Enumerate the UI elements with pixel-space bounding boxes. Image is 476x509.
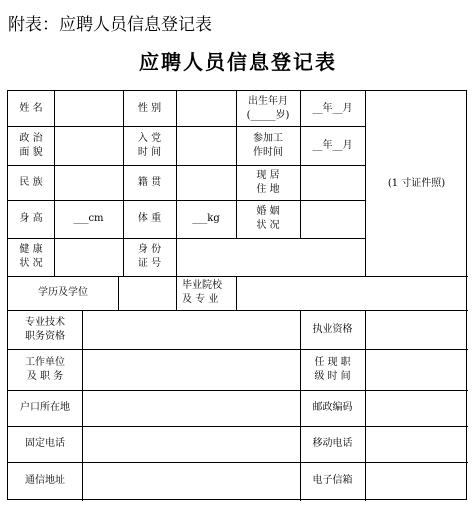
school-field[interactable] bbox=[236, 276, 468, 310]
address-field[interactable] bbox=[82, 462, 300, 499]
practice-label: 执业资格 bbox=[312, 323, 353, 335]
mobile-label: 移动电话 bbox=[312, 438, 353, 449]
form-title: 应聘人员信息登记表 bbox=[139, 50, 337, 74]
photo-placeholder[interactable]: (1 寸证件照) bbox=[387, 177, 446, 189]
weight-label: 体 重 bbox=[137, 213, 162, 224]
birth-label: 出生年月 (_____岁) bbox=[246, 95, 290, 121]
marital-field[interactable] bbox=[300, 200, 365, 238]
address-label: 通信地址 bbox=[25, 474, 65, 486]
gender-field[interactable] bbox=[176, 91, 236, 126]
residence-field[interactable] bbox=[300, 165, 365, 200]
ethnicity-label: 民 族 bbox=[19, 176, 43, 188]
postal-code-label: 邮政编码 bbox=[312, 402, 353, 413]
political-label: 政 治 面 貌 bbox=[19, 132, 43, 158]
height-field[interactable]: ___cm bbox=[73, 213, 104, 224]
education-field[interactable] bbox=[118, 276, 176, 310]
phone-field[interactable] bbox=[82, 426, 300, 462]
party-label: 入 党 时 间 bbox=[137, 132, 162, 158]
name-field[interactable] bbox=[54, 91, 123, 126]
hukou-label: 户口所在地 bbox=[20, 402, 70, 413]
registration-table bbox=[7, 90, 467, 500]
height-label: 身 高 bbox=[19, 213, 43, 224]
residence-label: 现 居 住 地 bbox=[256, 169, 280, 195]
id-number-field[interactable] bbox=[176, 238, 365, 276]
party-field[interactable] bbox=[176, 126, 236, 165]
gender-label: 性 别 bbox=[137, 102, 162, 114]
appointment-label: 任 现 职 级 时 间 bbox=[314, 356, 351, 382]
practice-field[interactable] bbox=[365, 310, 468, 349]
native-place-field[interactable] bbox=[176, 165, 236, 200]
hukou-field[interactable] bbox=[82, 390, 300, 426]
page-heading: 附表：应聘人员信息登记表 bbox=[8, 15, 212, 35]
employer-label: 工作单位 及 职 务 bbox=[25, 356, 65, 382]
health-label: 健 康 状 况 bbox=[19, 244, 43, 269]
weight-field[interactable]: ___kg bbox=[192, 213, 220, 224]
postal-code-field[interactable] bbox=[365, 390, 468, 426]
work-start-field[interactable]: __年__月 bbox=[312, 139, 353, 151]
phone-label: 固定电话 bbox=[25, 438, 65, 449]
ethnicity-field[interactable] bbox=[54, 165, 123, 200]
mobile-field[interactable] bbox=[365, 426, 468, 462]
marital-label: 婚 姻 状 况 bbox=[256, 206, 280, 231]
tech-title-field[interactable] bbox=[82, 310, 300, 349]
email-field[interactable] bbox=[365, 462, 468, 499]
native-place-label: 籍 贯 bbox=[137, 176, 162, 188]
work-start-label: 参加工 作时间 bbox=[253, 132, 283, 158]
school-label: 毕业院校 及 专 业 bbox=[182, 280, 222, 305]
education-label: 学历及学位 bbox=[38, 287, 88, 298]
name-label: 姓 名 bbox=[19, 102, 43, 114]
political-field[interactable] bbox=[54, 126, 123, 165]
email-label: 电子信箱 bbox=[312, 474, 353, 486]
employer-field[interactable] bbox=[82, 349, 300, 390]
tech-title-label: 专业技术 职务资格 bbox=[25, 316, 65, 342]
appointment-field[interactable] bbox=[365, 349, 468, 390]
birth-field[interactable]: __年__月 bbox=[312, 102, 353, 114]
health-field[interactable] bbox=[54, 238, 123, 276]
id-number-label: 身 份 证 号 bbox=[137, 244, 162, 269]
